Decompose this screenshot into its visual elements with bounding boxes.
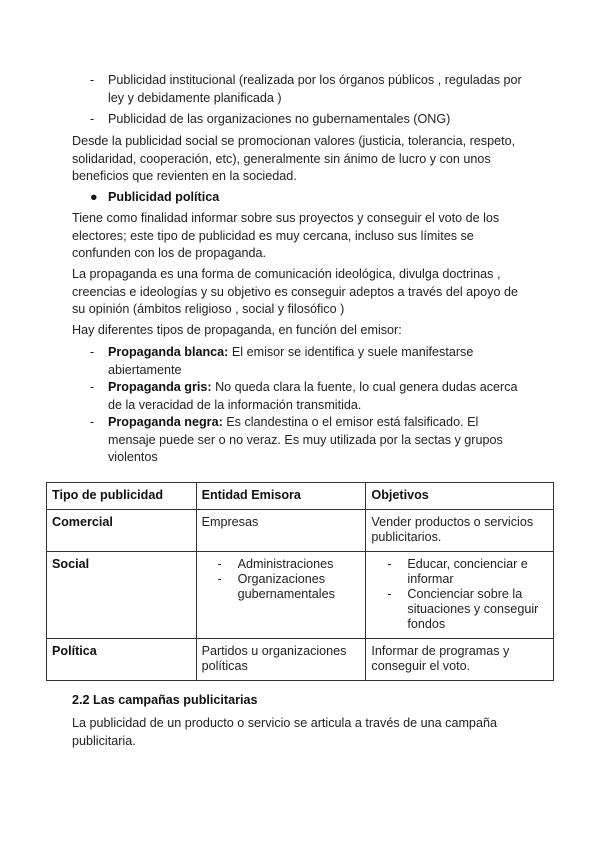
politica-heading: ● Publicidad política — [72, 189, 528, 207]
list-item: - Administraciones — [217, 557, 334, 571]
table-row — [47, 639, 554, 681]
politica-paragraph: Tiene como finalidad informar sobre sus proyectos y conseguir el voto de los electores; este tipo de publicidad es muy cercana, incluso sus límites se confunden con los de propaganda. — [72, 211, 500, 260]
section-paragraph: La publicidad de un producto o servicio se articula a través de una campaña publicitaria. — [72, 716, 497, 748]
table-cell-entidad — [196, 552, 366, 639]
table-cell-tipo: Política — [47, 639, 197, 681]
list-item: - Educar, concienciar e informar — [387, 557, 528, 586]
list-item: - Propaganda blanca: El emisor se identifica y suele manifestarse abiertamente — [90, 345, 474, 377]
table-cell-objetivos: Informar de programas y conseguir el voto. — [366, 639, 554, 681]
top-dash-list — [72, 72, 528, 129]
social-paragraph: Desde la publicidad social se promocionan valores (justicia, tolerancia, respeto, solidaridad, cooperación, etc), generalmente sin ánimo de lucro y con unos beneficios que revienten en la sociedad. — [72, 134, 516, 183]
table-cell-entidad: Empresas — [196, 510, 366, 552]
propaganda-types-list — [72, 344, 528, 467]
table-cell-tipo: Comercial — [47, 510, 197, 552]
column-header: Entidad Emisora — [196, 483, 366, 510]
propaganda-term: Propaganda gris: — [108, 380, 212, 394]
column-header: Tipo de publicidad — [47, 483, 197, 510]
table-header-row — [47, 483, 554, 510]
list-item: - Publicidad de las organizaciones no gubernamentales (ONG) — [90, 112, 451, 126]
section-heading: 2.2 Las campañas publicitarias — [72, 693, 258, 707]
table-row — [47, 510, 554, 552]
bullet-icon: ● — [90, 190, 98, 204]
list-item: - Publicidad institucional (realizada por los órganos públicos , reguladas por ley y debidamente planificada ) — [90, 73, 522, 105]
table-cell-objetivos: Vender productos o servicios publicitarios. — [366, 510, 554, 552]
table-cell-entidad: Partidos u organizaciones políticas — [196, 639, 366, 681]
propaganda-term: Propaganda negra: — [108, 415, 223, 429]
list-item: - Concienciar sobre la situaciones y conseguir fondos — [387, 587, 539, 631]
table-cell-objetivos — [366, 552, 554, 639]
table-row — [47, 552, 554, 639]
column-header: Objetivos — [366, 483, 554, 510]
list-item: - Propaganda negra: Es clandestina o el emisor está falsificado. El mensaje puede ser o no veraz. Es muy utilizada por la sectas y grupos violentos — [90, 415, 503, 464]
tipos-intro: Hay diferentes tipos de propaganda, en función del emisor: — [72, 323, 402, 337]
publicity-table — [46, 482, 554, 681]
list-item: - Propaganda gris: No queda clara la fuente, lo cual genera dudas acerca de la veracidad de la información transmitida. — [90, 380, 518, 412]
propaganda-term: Propaganda blanca: — [108, 345, 229, 359]
propaganda-paragraph: La propaganda es una forma de comunicación ideológica, divulga doctrinas , creencias e ideologías y su objetivo es conseguir adeptos a través del apoyo de su opinión (ámbitos religioso , social y filosófico ) — [72, 267, 518, 316]
table-cell-tipo: Social — [47, 552, 197, 639]
list-item: - Organizaciones gubernamentales — [217, 572, 335, 601]
